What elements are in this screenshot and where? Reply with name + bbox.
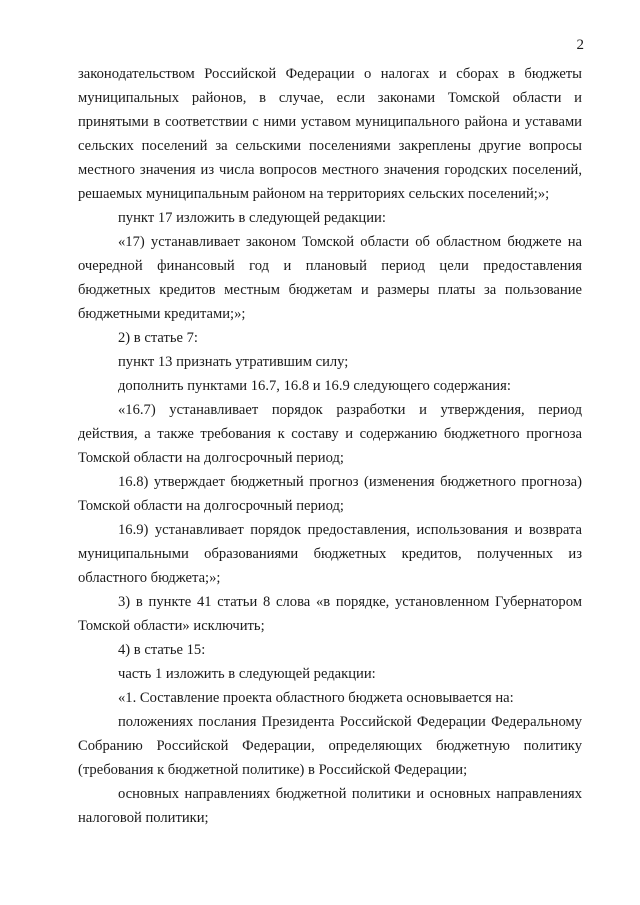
paragraph: основных направлениях бюджетной политики и основных направлениях налоговой политики;	[78, 786, 582, 826]
document-body	[78, 62, 582, 830]
paragraph: пункт 13 признать утратившим силу;	[118, 354, 349, 370]
paragraph: «17) устанавливает законом Томской области об областном бюджете на очередной финансовый год и плановый период цели предоставления бюджетных кредитов местным бюджетам и размеры платы за пользование бюджетными кредитами;»;	[78, 234, 582, 322]
paragraph: 4) в статье 15:	[118, 642, 206, 658]
paragraph: 2) в статье 7:	[118, 330, 198, 346]
page-number: 2	[576, 37, 584, 53]
paragraph: законодательством Российской Федерации о налогах и сборах в бюджеты муниципальных районов, в случае, если законами Томской области и принятыми в соответствии с ними уставом муниципального района и уставами сельских поселений за сельскими поселениями закреплены другие вопросы местного значения из числа вопросов местного значения городских поселений, решаемых муниципальным районом на территориях сельских поселений;»;	[78, 66, 582, 202]
paragraph: дополнить пунктами 16.7, 16.8 и 16.9 следующего содержания:	[118, 378, 511, 394]
paragraph: положениях послания Президента Российской Федерации Федеральному Собранию Российской Федерации, определяющих бюджетную политику (требования к бюджетной политике) в Российской Федерации;	[78, 714, 582, 778]
paragraph: часть 1 изложить в следующей редакции:	[118, 666, 376, 682]
paragraph: «1. Составление проекта областного бюджета основывается на:	[118, 690, 514, 706]
paragraph: 16.9) устанавливает порядок предоставления, использования и возврата муниципальными образованиями бюджетных кредитов, полученных из областного бюджета;»;	[78, 522, 582, 586]
paragraph: «16.7) устанавливает порядок разработки и утверждения, период действия, а также требования к составу и содержанию бюджетного прогноза Томской области на долгосрочный период;	[78, 402, 582, 466]
paragraph: 16.8) утверждает бюджетный прогноз (изменения бюджетного прогноза) Томской области на долгосрочный период;	[78, 474, 582, 514]
paragraph: пункт 17 изложить в следующей редакции:	[118, 210, 386, 226]
paragraph: 3) в пункте 41 статьи 8 слова «в порядке, установленном Губернатором Томской области» исключить;	[78, 594, 582, 634]
